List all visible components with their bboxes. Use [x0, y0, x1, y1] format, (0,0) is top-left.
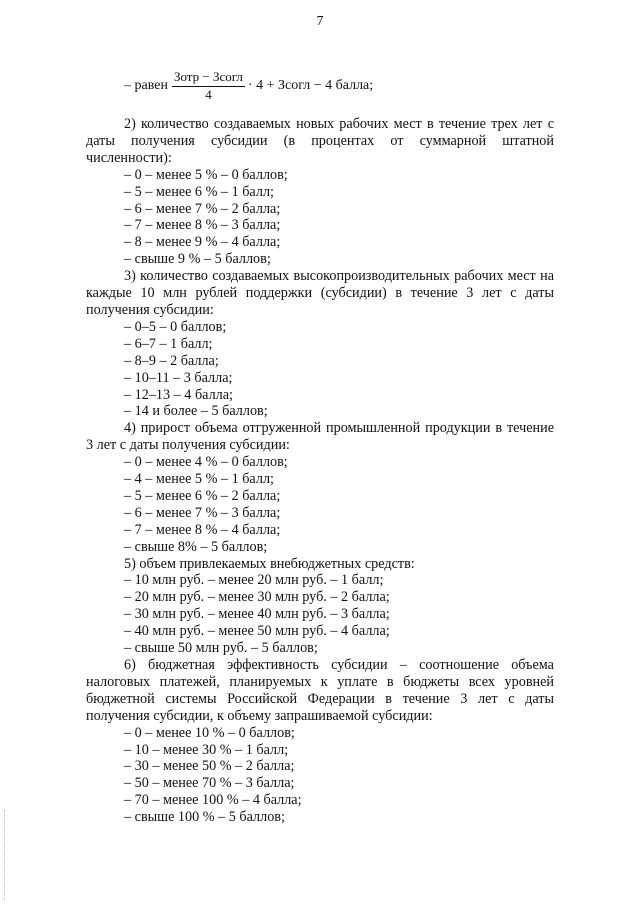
criterion-heading: 5) объем привлекаемых внебюджетных средств: [124, 555, 415, 572]
criterion-item: – 6 – менее 7 % – 2 балла; [124, 200, 281, 217]
criterion-item: – 0–5 – 0 баллов; [124, 318, 227, 335]
criterion-item: – 8 – менее 9 % – 4 балла; [124, 234, 281, 251]
criterion-item: – 30 млн руб. – менее 40 млн руб. – 3 балла; [124, 606, 390, 623]
criterion-item: – 12–13 – 4 балла; [124, 386, 233, 403]
criterion-item: – свыше 8% – 5 баллов; [124, 538, 268, 555]
criterion-section [86, 268, 554, 420]
criteria-list [86, 116, 554, 826]
formula-denominator: 4 [205, 86, 212, 102]
formula-numerator: Зотр − Зсогл [172, 70, 245, 87]
criterion-section [86, 556, 554, 657]
criterion-item: – 5 – менее 6 % – 1 балл; [124, 183, 274, 200]
criterion-item: – 0 – менее 5 % – 0 баллов; [124, 166, 288, 183]
criterion-item: – свыше 100 % – 5 баллов; [124, 809, 285, 826]
criterion-item: – 8–9 – 2 балла; [124, 352, 219, 369]
criterion-heading: 3) количество создаваемых высокопроизводительных рабочих мест на каждые 10 млн рублей поддержки (субсидии) в течение 3 лет с даты получения субсидии: [86, 268, 554, 318]
criterion-item: – свыше 9 % – 5 баллов; [124, 251, 271, 268]
criterion-item: – 10–11 – 3 балла; [124, 369, 233, 386]
criterion-item: – 30 – менее 50 % – 2 балла; [124, 758, 295, 775]
criterion-heading: 2) количество создаваемых новых рабочих мест в течение трех лет с даты получения субсидии (в процентах от суммарной штатной численности): [86, 116, 554, 166]
criterion-item: – 10 – менее 30 % – 1 балл; [124, 741, 289, 758]
criterion-item: – 70 – менее 100 % – 4 балла; [124, 792, 302, 809]
scoring-formula [124, 70, 373, 103]
criterion-item: – 4 – менее 5 % – 1 балл; [124, 471, 274, 488]
formula-suffix: · 4 + Зсогл − 4 балла; [247, 78, 374, 94]
criterion-item: – 20 млн руб. – менее 30 млн руб. – 2 балла; [124, 589, 390, 606]
criterion-section [86, 657, 554, 826]
formula-prefix: – равен [124, 78, 168, 94]
criterion-item: – 0 – менее 10 % – 0 баллов; [124, 724, 295, 741]
criterion-item: – 5 – менее 6 % – 2 балла; [124, 487, 281, 504]
page-number: 7 [316, 14, 324, 29]
criterion-item: – 6 – менее 7 % – 3 балла; [124, 504, 281, 521]
formula-fraction [172, 70, 245, 103]
criterion-section [86, 420, 554, 555]
criterion-item: – 7 – менее 8 % – 4 балла; [124, 521, 281, 538]
criterion-item: – 14 и более – 5 баллов; [124, 403, 268, 420]
criterion-heading: 4) прирост объема отгруженной промышленной продукции в течение 3 лет с даты получения субсидии: [86, 420, 554, 454]
criterion-section [86, 116, 554, 268]
scan-margin-marks [4, 810, 8, 900]
criterion-item: – 6–7 – 1 балл; [124, 335, 213, 352]
criterion-item: – 10 млн руб. – менее 20 млн руб. – 1 балл; [124, 572, 384, 589]
criterion-item: – 0 – менее 4 % – 0 баллов; [124, 454, 288, 471]
criterion-heading: 6) бюджетная эффективность субсидии – соотношение объема налоговых платежей, планируемых к уплате в бюджеты всех уровней бюджетной системы Российской Федерации в течение 3 лет с даты получения субсидии, к объему запрашиваемой субсидии: [86, 657, 554, 724]
criterion-item: – свыше 50 млн руб. – 5 баллов; [124, 640, 318, 657]
criterion-item: – 40 млн руб. – менее 50 млн руб. – 4 балла; [124, 623, 390, 640]
criterion-item: – 7 – менее 8 % – 3 балла; [124, 217, 281, 234]
criterion-item: – 50 – менее 70 % – 3 балла; [124, 775, 295, 792]
